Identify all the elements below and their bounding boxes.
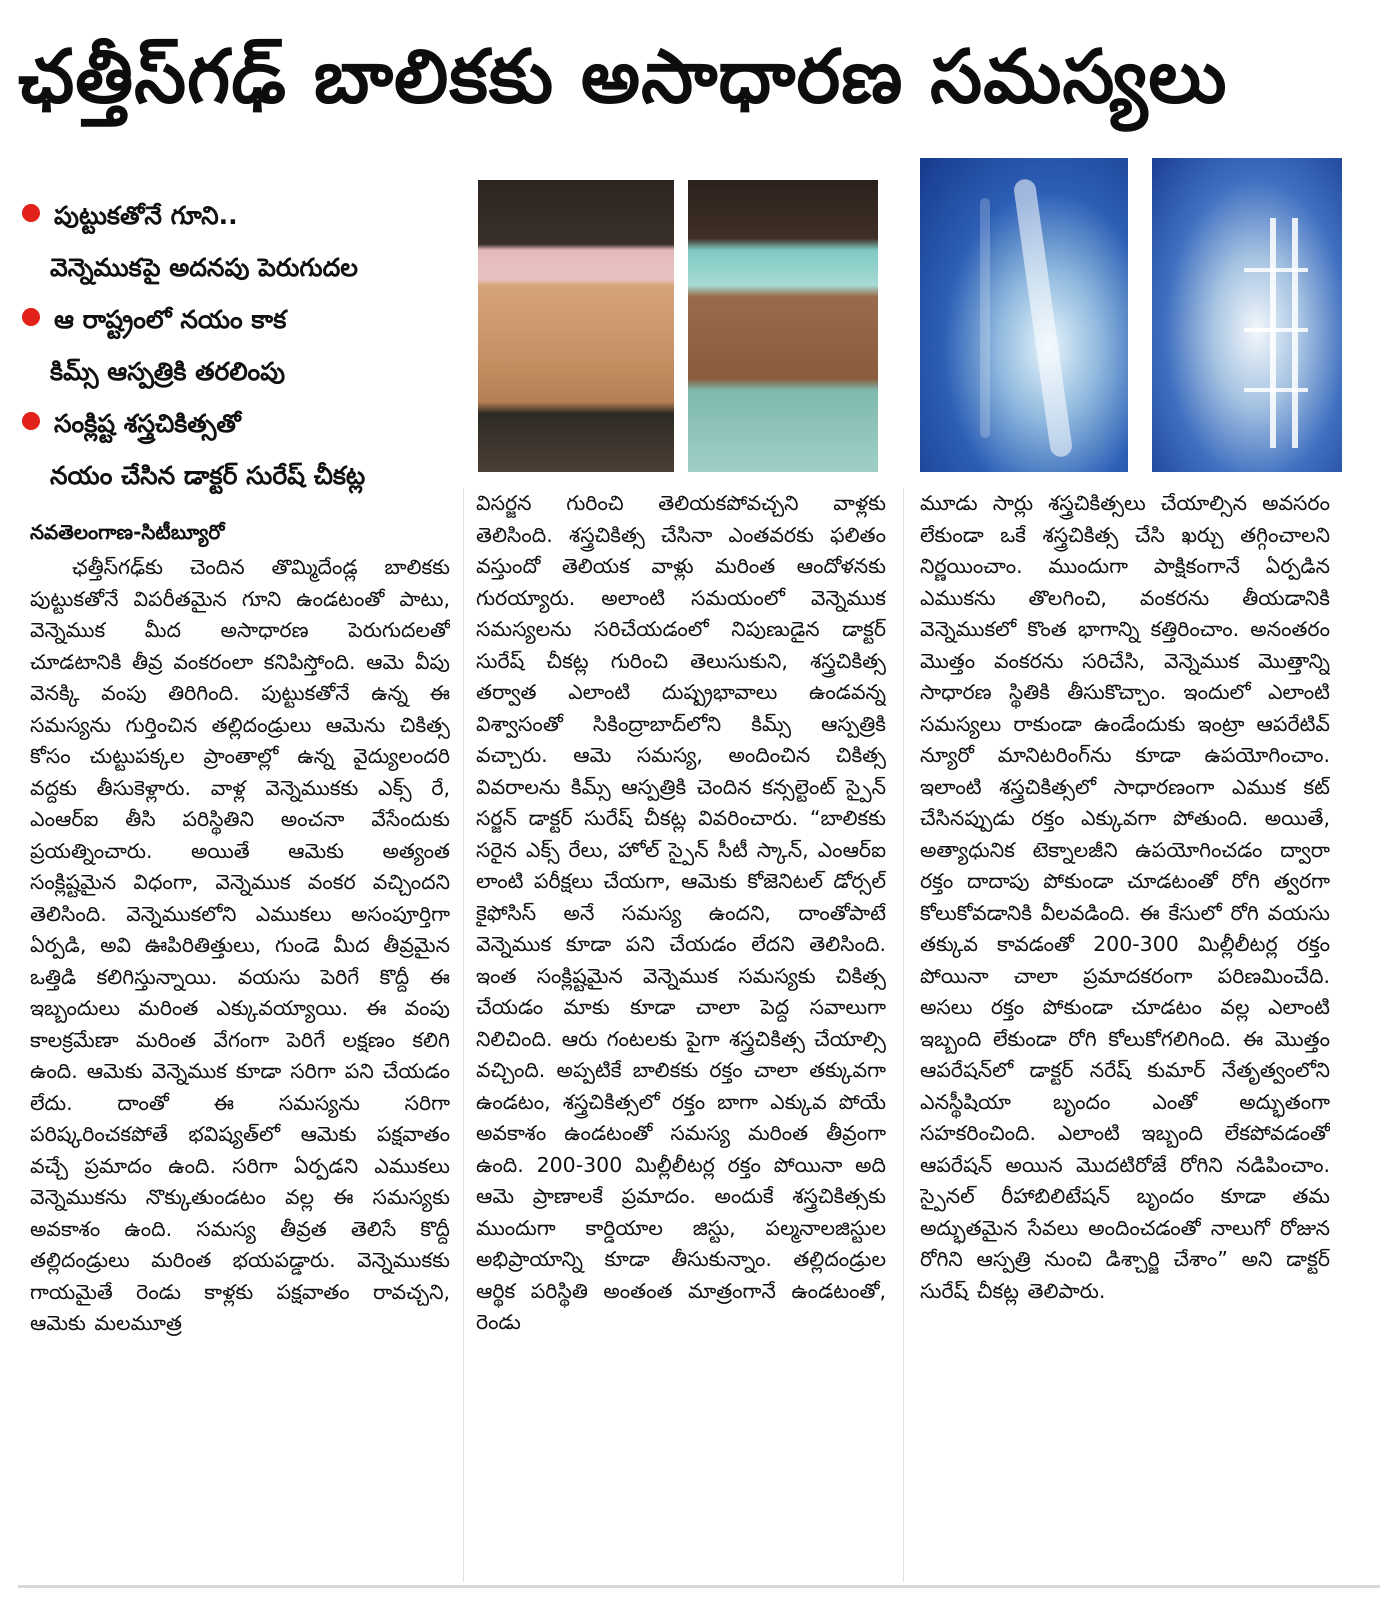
- highlight-item: [22, 242, 462, 294]
- highlight-item: [22, 450, 462, 502]
- article-column-2: విసర్జన గురించి తెలియకపోవచ్చని వాళ్లకు తెలిసింది. శస్త్రచికిత్స చేసినా ఎంతవరకు ఫలితం వస్తుందో తెలియక వాళ్లు మరింత ఆందోళనకు గురయ్యారు. అలాంటి సమయంలో వెన్నెముక సమస్యలను సరిచేయడంలో నిపుణుడైన డాక్టర్ సురేష్ చీకట్ల గురించి తెలుసుకుని, శస్త్రచికిత్స తర్వాత ఎలాంటి దుష్ప్రభావాలు ఉండవన్న విశ్వాసంతో సికింద్రాబాద్‌లోని కిమ్స్ ఆస్పత్రికి వచ్చారు. ఆమె సమస్య, అందించిన చికిత్స వివరాలను కిమ్స్ ఆస్పత్రికి చెందిన కన్సల్టెంట్ స్పైన్ సర్జన్ డాక్టర్ సురేష్ చీకట్ల వివరించారు. “బాలికకు సరైన ఎక్స్ రేలు, హోల్ స్పైన్ సీటీ స్కాన్, ఎంఆర్ఐ లాంటి పరీక్షలు చేయగా, ఆమెకు కోజెనిటల్ డోర్సల్ కైఫోసిస్ అనే సమస్య ఉందని, దాంతోపాటే వెన్నెముక కూడా పని చేయడం లేదని తెలిసింది. ఇంత సంక్లిష్టమైన వెన్నెముక సమస్యకు చికిత్స చేయడం మాకు కూడా చాలా పెద్ద సవాలుగా నిలిచింది. ఆరు గంటలకు పైగా శస్త్రచికిత్స చేయాల్సి వచ్చింది. అప్పటికే బాలికకు రక్తం చాలా తక్కువగా ఉండటం, శస్త్రచికిత్సలో రక్తం బాగా ఎక్కువ పోయే అవకాశం ఉండటంతో సమస్య మరింత తీవ్రంగా ఉంది. 200-300 మిల్లీలీటర్ల రక్తం పోయినా అది ఆమె ప్రాణాలకే ప్రమాదం. అందుకే శస్త్రచికిత్సకు ముందుగా కార్డియాల జిస్టు, పల్మనాలజిస్టుల అభిప్రాయాన్ని కూడా తీసుకున్నాం. తల్లిదండ్రుల ఆర్థిక పరిస్థితి అంతంత మాత్రంగానే ఉండటంతో, రెండు: [476, 491, 886, 1334]
- girl-back-photo-before: [478, 180, 674, 472]
- highlight-item: [22, 346, 462, 398]
- red-bullet-icon: [22, 412, 40, 430]
- spine-xray-before: [920, 158, 1128, 472]
- highlight-item: [22, 398, 462, 450]
- highlights-list: [22, 190, 462, 502]
- headline: ఛత్తీస్‌గఢ్ బాలికకు అసాధారణ సమస్యలు: [18, 34, 1228, 120]
- column-divider: [903, 488, 904, 1582]
- spine-xray-after-rods: [1152, 158, 1342, 472]
- highlight-text: నయం చేసిన డాక్టర్ సురేష్ చీకట్ల: [50, 461, 366, 490]
- girl-back-photo-side: [688, 180, 878, 472]
- highlight-text: పుట్టుకతోనే గూని..: [54, 201, 238, 230]
- red-bullet-icon: [22, 308, 40, 326]
- highlight-text: ఆ రాష్ట్రంలో నయం కాక: [54, 305, 287, 334]
- highlight-item: [22, 190, 462, 242]
- bottom-rule: [18, 1585, 1380, 1588]
- highlight-text: సంక్లిష్ట శస్త్రచికిత్సతో: [54, 409, 241, 438]
- column-divider: [463, 488, 464, 1582]
- red-bullet-icon: [22, 204, 40, 222]
- highlight-text: వెన్నెముకపై అదనపు పెరుగుదల: [50, 253, 358, 282]
- byline: నవతెలంగాణ-సిటీబ్యూరో: [30, 520, 225, 544]
- article-column-3: మూడు సార్లు శస్త్రచికిత్సలు చేయాల్సిన అవసరం లేకుండా ఒకే శస్త్రచికిత్స చేసి ఖర్చు తగ్గించాలని నిర్ణయించాం. ముందుగా పాక్షికంగానే ఏర్పడిన ఎముకను తొలగించి, వంకరను తీయడానికి వెన్నెముకలో కొంత భాగాన్ని కత్తిరించాం. అనంతరం మొత్తం వంకరను సరిచేసి, వెన్నెముక మొత్తాన్ని సాధారణ స్థితికి తీసుకొచ్చాం. ఇందులో ఎలాంటి సమస్యలు రాకుండా ఉండేందుకు ఇంట్రా ఆపరేటివ్ న్యూరో మానిటరింగ్‌ను కూడా ఉపయోగించాం. ఇలాంటి శస్త్రచికిత్సలో సాధారణంగా ఎముక కట్ చేసినప్పుడు రక్తం ఎక్కువగా పోతుంది. అయితే, అత్యాధునిక టెక్నాలజీని ఉపయోగించడం ద్వారా రక్తం దాదాపు పోకుండా చూడటంతో రోగి త్వరగా కోలుకోవడానికి వీలవడింది. ఈ కేసులో రోగి వయసు తక్కువ కావడంతో 200-300 మిల్లీలీటర్ల రక్తం పోయినా చాలా ప్రమాదకరంగా పరిణమించేది. అసలు రక్తం పోకుండా చూడటం వల్ల ఎలాంటి ఇబ్బంది లేకుండా రోగి కోలుకోగలిగింది. ఈ మొత్తం ఆపరేషన్‌లో డాక్టర్ నరేష్ కుమార్ నేతృత్వంలోని ఎనస్థీషియా బృందం ఎంతో అద్భుతంగా సహకరించింది. ఎలాంటి ఇబ్బంది లేకపోవడంతో ఆపరేషన్ అయిన మొదటిరోజే రోగిని నడిపించాం. స్పైనల్ రీహాబిలిటేషన్ బృందం కూడా తమ అద్భుతమైన సేవలు అందించడంతో నాలుగో రోజున రోగిని ఆస్పత్రి నుంచి డిశ్చార్జి చేశాం” అని డాక్టర్ సురేష్ చీకట్ల తెలిపారు.: [920, 491, 1330, 1303]
- highlight-item: [22, 294, 462, 346]
- highlight-text: కిమ్స్ ఆస్పత్రికి తరలింపు: [50, 357, 286, 386]
- article-column-1: ఛత్తీస్‌గఢ్‌కు చెందిన తొమ్మిదేండ్ల బాలికకు పుట్టుకతోనే విపరీతమైన గూని ఉండటంతో పాటు, వెన్నెముక మీద అసాధారణ పెరుగుదలతో చూడటానికి తీవ్ర వంకరంలా కనిపిస్తోంది. ఆమె వీపు వెనక్కి వంపు తిరిగింది. పుట్టుకతోనే ఉన్న ఈ సమస్యను గుర్తించిన తల్లిదండ్రులు ఆమెను చికిత్స కోసం చుట్టుపక్కల ప్రాంతాల్లో ఉన్న వైద్యులందరి వద్దకు తీసుకెళ్లారు. వాళ్ల వెన్నెముకకు ఎక్స్ రే, ఎంఆర్ఐ తీసి పరిస్థితిని అంచనా వేసేందుకు ప్రయత్నించారు. అయితే ఆమెకు అత్యంత సంక్లిష్టమైన విధంగా, వెన్నెముక వంకర వచ్చిందని తెలిసింది. వెన్నెముకలోని ఎముకలు అసంపూర్తిగా ఏర్పడి, అవి ఊపిరితిత్తులు, గుండె మీద తీవ్రమైన ఒత్తిడి కలిగిస్తున్నాయి. వయసు పెరిగే కొద్దీ ఈ ఇబ్బందులు మరింత ఎక్కువయ్యాయి. ఈ వంపు కాలక్రమేణా మరింత వేగంగా పెరిగే లక్షణం కలిగి ఉంది. ఆమెకు వెన్నెముక కూడా సరిగా పని చేయడం లేదు. దాంతో ఈ సమస్యను సరిగా పరిష్కరించకపోతే భవిష్యత్‌లో ఆమెకు పక్షవాతం వచ్చే ప్రమాదం ఉంది. సరిగా ఏర్పడని ఎముకలు వెన్నెముకను నొక్కుతుండటం వల్ల ఈ సమస్యకు అవకాశం ఉంది. సమస్య తీవ్రత తెలిసే కొద్దీ తల్లిదండ్రులు మరింత భయపడ్డారు. వెన్నెముకకు గాయమైతే రెండు కాళ్లకు పక్షవాతం రావచ్చని, ఆమెకు మలమూత్ర: [30, 555, 450, 1335]
